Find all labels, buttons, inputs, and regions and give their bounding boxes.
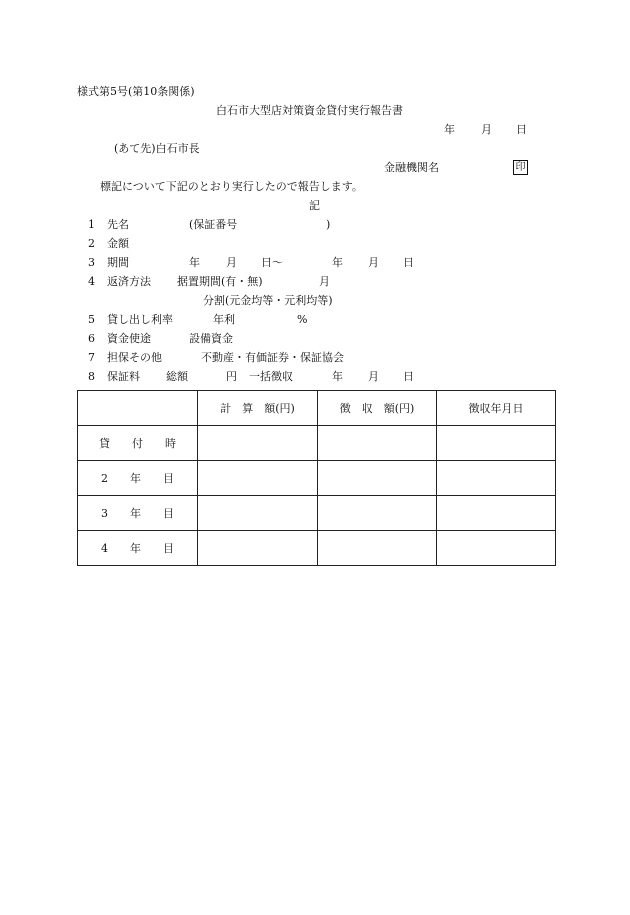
collected-amount-cell (318, 461, 437, 496)
item-label: 先名 (107, 218, 129, 231)
row-label: 3 年 目 (78, 496, 198, 531)
total-amount-label: 総額 (166, 370, 188, 383)
fee-day: 日 (403, 370, 414, 383)
date-month-label: 月 (481, 123, 492, 136)
document-title: 白石市大型店対策資金貸付実行報告書 (216, 104, 403, 117)
item-label: 資金使途 (107, 332, 151, 345)
percent-sign: % (297, 313, 308, 326)
table-row (78, 461, 556, 496)
item-label: 担保その他 (107, 351, 162, 364)
item-label: 金額 (107, 237, 129, 250)
item-number: 5 (88, 313, 95, 326)
guarantee-number-label: (保証番号 (189, 218, 238, 231)
fee-year: 年 (332, 370, 343, 383)
header-calculated-amount: 計 算 額(円) (198, 391, 318, 426)
period-end-year: 年 (332, 256, 343, 269)
fund-use: 設備資金 (189, 332, 233, 345)
yen-unit: 円 (226, 370, 237, 383)
calculated-amount-cell (198, 496, 318, 531)
addressee: (あて先)白石市長 (114, 142, 200, 155)
date-year-label: 年 (444, 123, 455, 136)
form-number: 様式第5号(第10条関係) (77, 85, 195, 98)
row-label: 2 年 目 (78, 461, 198, 496)
row-label: 貸 付 時 (78, 426, 198, 461)
calculated-amount-cell (198, 461, 318, 496)
period-start-month: 月 (226, 256, 237, 269)
annual-rate-label: 年利 (213, 313, 235, 326)
collection-date-cell (437, 496, 556, 531)
collection-date-cell (437, 531, 556, 566)
institution-label: 金融機関名 (384, 161, 439, 174)
installment-method: 分割(元金均等・元利均等) (203, 294, 333, 307)
table-header-row (78, 391, 556, 426)
period-start-day: 日〜 (261, 256, 283, 269)
ki-heading: 記 (309, 199, 320, 212)
collected-amount-cell (318, 531, 437, 566)
item-number: 3 (88, 256, 95, 269)
grace-period: 据置期間(有・無) (177, 275, 263, 288)
collected-amount-cell (318, 496, 437, 531)
header-collection-date: 徴収年月日 (437, 391, 556, 426)
calculated-amount-cell (198, 531, 318, 566)
intro-text: 標記について下記のとおり実行したので報告します。 (100, 180, 363, 193)
period-start-year: 年 (189, 256, 200, 269)
table-row (78, 496, 556, 531)
item-label: 返済方法 (107, 275, 151, 288)
item-number: 1 (88, 218, 95, 231)
header-collected-amount: 徴 収 額(円) (318, 391, 437, 426)
lump-sum-label: 一括徴収 (249, 370, 293, 383)
table-row (78, 531, 556, 566)
header-blank (78, 391, 198, 426)
item-number: 8 (88, 370, 95, 383)
item-number: 6 (88, 332, 95, 345)
collection-date-cell (437, 426, 556, 461)
seal-mark: 印 (513, 160, 528, 175)
row-label: 4 年 目 (78, 531, 198, 566)
item-number: 7 (88, 351, 95, 364)
item-label: 期間 (107, 256, 129, 269)
date-day-label: 日 (516, 123, 527, 136)
table-row (78, 426, 556, 461)
collected-amount-cell (318, 426, 437, 461)
item-label: 保証料 (107, 370, 140, 383)
item-number: 2 (88, 237, 95, 250)
period-end-day: 日 (403, 256, 414, 269)
item-label: 貸し出し利率 (107, 313, 173, 326)
collateral-options: 不動産・有価証券・保証協会 (201, 351, 344, 364)
guarantee-number-close: ) (326, 218, 331, 231)
collection-date-cell (437, 461, 556, 496)
grace-period-month: 月 (319, 275, 330, 288)
item-number: 4 (88, 275, 95, 288)
fee-schedule-table (77, 390, 556, 566)
fee-month: 月 (368, 370, 379, 383)
calculated-amount-cell (198, 426, 318, 461)
period-end-month: 月 (368, 256, 379, 269)
